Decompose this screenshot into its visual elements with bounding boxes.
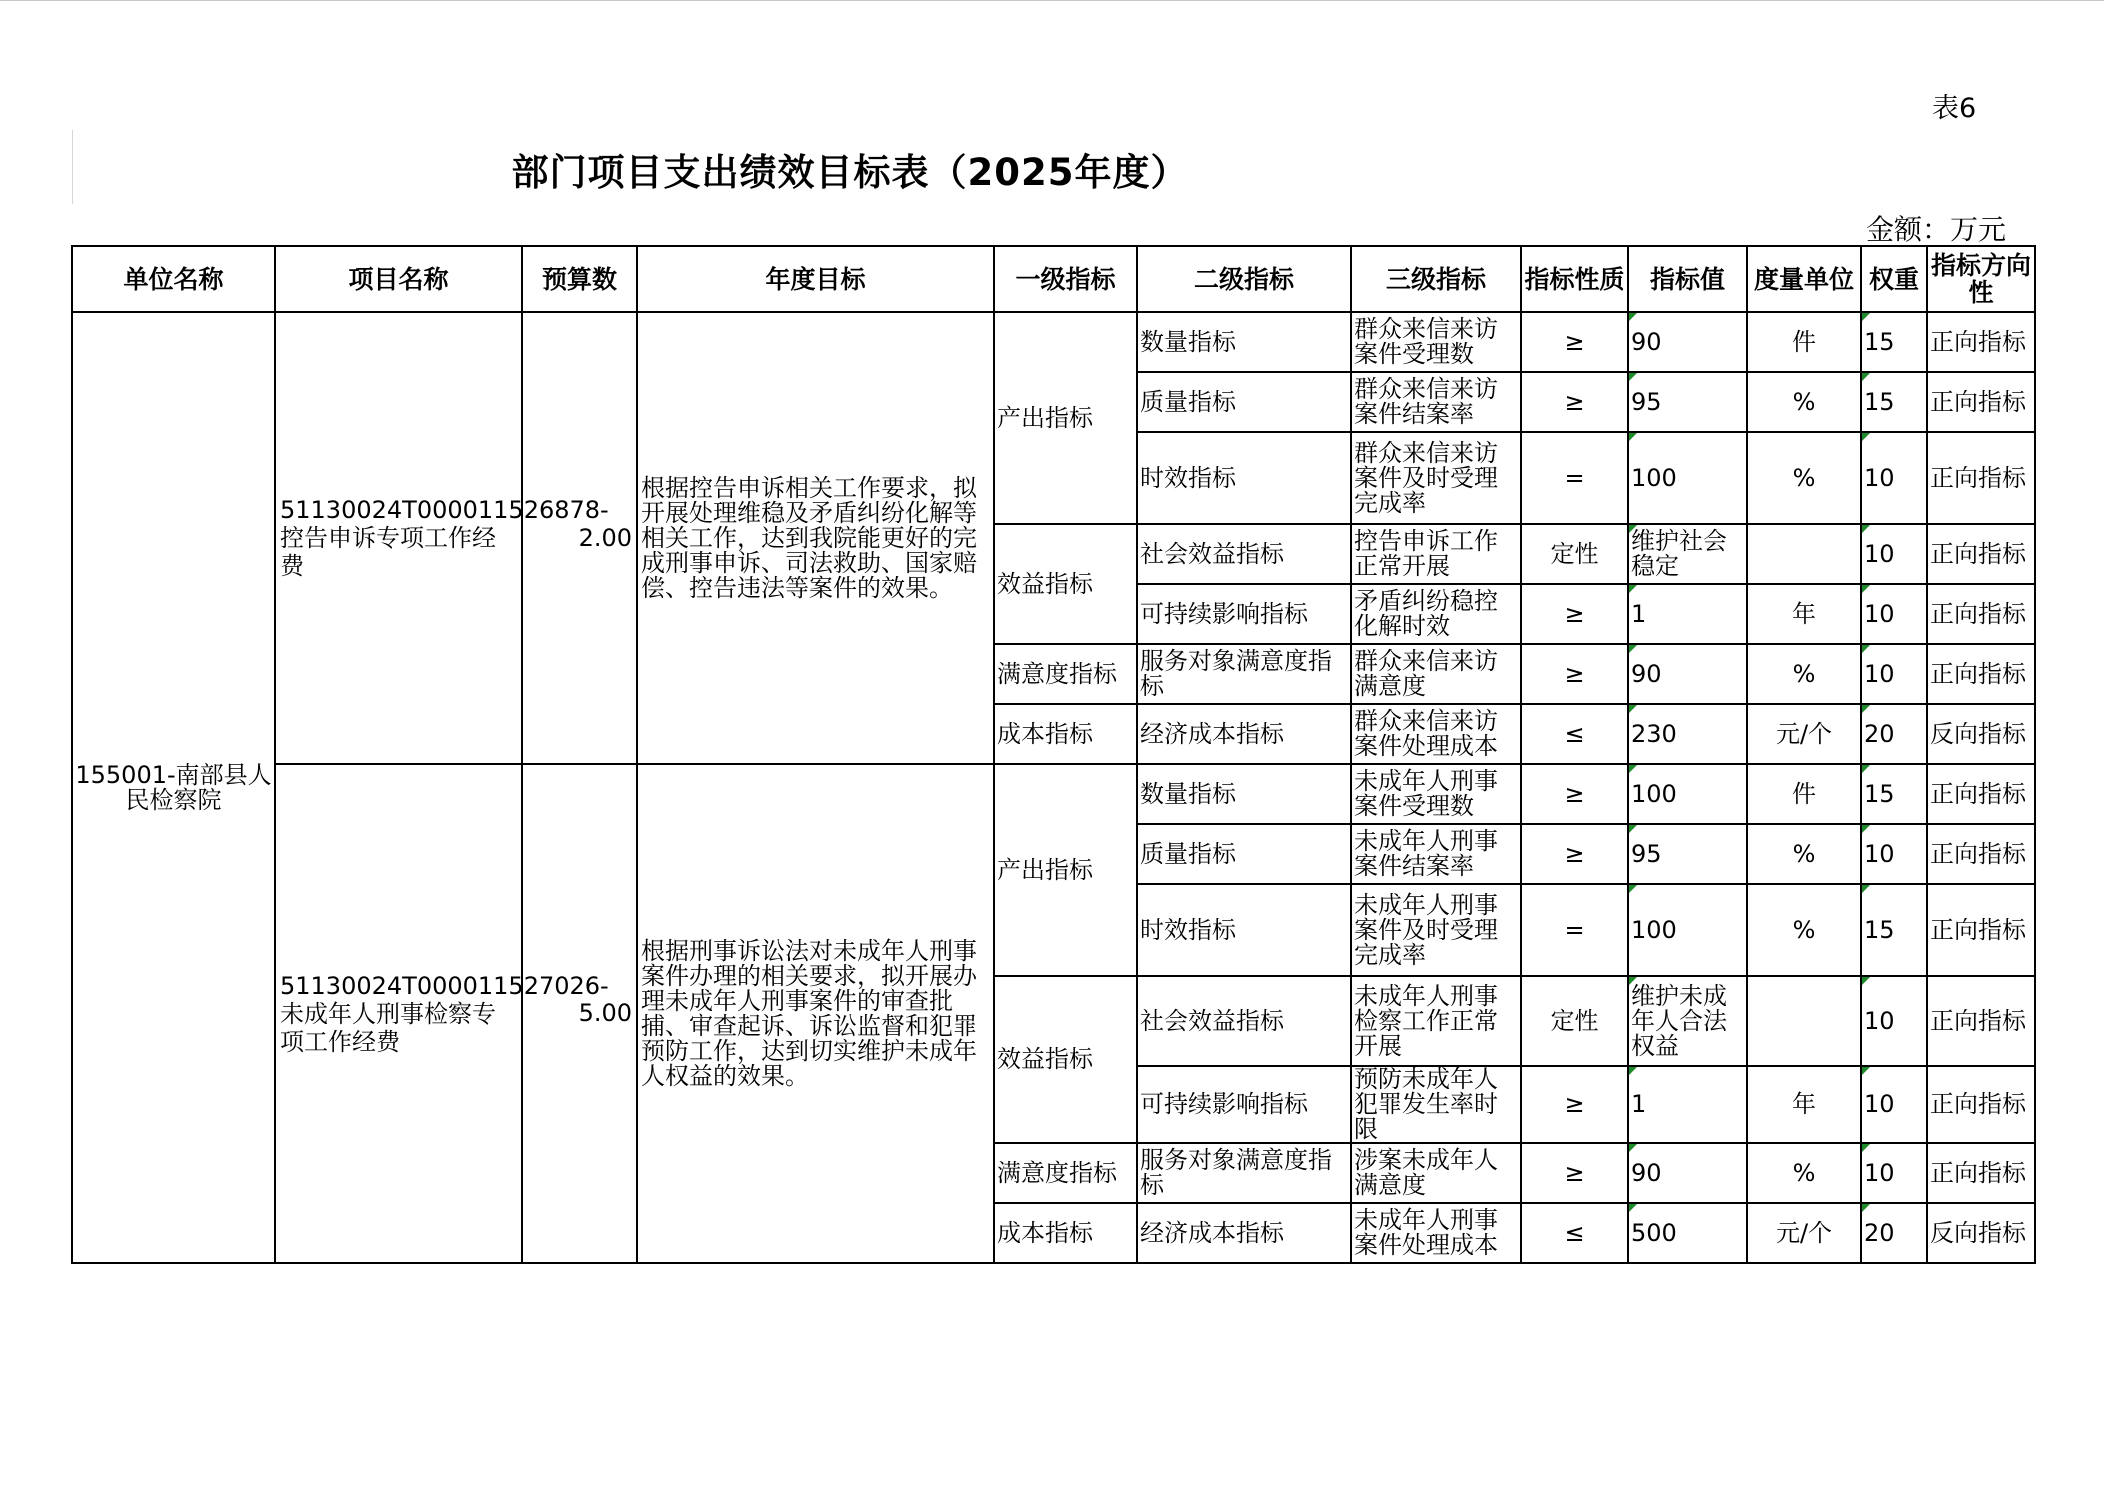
direction-cell: 正向指标 (1927, 884, 2035, 976)
nature-cell: ≥ (1521, 824, 1628, 884)
value-cell: 95 (1628, 824, 1747, 884)
weight-cell: 10 (1861, 976, 1927, 1066)
direction-cell: 正向指标 (1927, 764, 2035, 824)
page-top-border (0, 0, 2104, 1)
level3-cell: 未成年人刑事检察工作正常开展 (1351, 976, 1521, 1066)
amount-unit: 金额：万元 (1866, 213, 2007, 246)
value-cell: 100 (1628, 884, 1747, 976)
project-name-cell: 51130024T000011527026-未成年人刑事检察专项工作经费 (275, 764, 522, 1263)
level3-cell: 群众来信来访满意度 (1351, 644, 1521, 704)
level3-cell: 控告申诉工作正常开展 (1351, 524, 1521, 584)
level3-cell: 未成年人刑事案件及时受理完成率 (1351, 884, 1521, 976)
level2-cell: 社会效益指标 (1137, 524, 1351, 584)
direction-cell: 正向指标 (1927, 584, 2035, 644)
level3-cell: 未成年人刑事案件结案率 (1351, 824, 1521, 884)
value-cell: 维护社会稳定 (1628, 524, 1747, 584)
level1-cell: 产出指标 (994, 312, 1137, 524)
weight-cell: 15 (1861, 372, 1927, 432)
col-budget: 预算数 (522, 246, 637, 312)
weight-cell: 10 (1861, 584, 1927, 644)
nature-cell: = (1521, 432, 1628, 524)
value-cell: 230 (1628, 704, 1747, 764)
measure-unit-cell (1747, 976, 1861, 1066)
weight-cell: 10 (1861, 644, 1927, 704)
level2-cell: 质量指标 (1137, 824, 1351, 884)
col-level3: 三级指标 (1351, 246, 1521, 312)
table-header-row (72, 246, 2035, 312)
level2-cell: 经济成本指标 (1137, 1203, 1351, 1263)
value-cell: 90 (1628, 312, 1747, 372)
weight-cell: 10 (1861, 524, 1927, 584)
nature-cell: 定性 (1521, 524, 1628, 584)
weight-cell: 15 (1861, 312, 1927, 372)
direction-cell: 正向指标 (1927, 976, 2035, 1066)
nature-cell: ≥ (1521, 312, 1628, 372)
col-value: 指标值 (1628, 246, 1747, 312)
value-cell: 维护未成年人合法权益 (1628, 976, 1747, 1066)
level1-cell: 效益指标 (994, 524, 1137, 644)
level1-cell: 效益指标 (994, 976, 1137, 1143)
measure-unit-cell: % (1747, 372, 1861, 432)
direction-cell: 正向指标 (1927, 524, 2035, 584)
level3-cell: 未成年人刑事案件处理成本 (1351, 1203, 1521, 1263)
level1-cell: 成本指标 (994, 704, 1137, 764)
col-unit-name: 单位名称 (72, 246, 275, 312)
col-measure-unit: 度量单位 (1747, 246, 1861, 312)
nature-cell: ≥ (1521, 764, 1628, 824)
weight-cell: 10 (1861, 432, 1927, 524)
level2-cell: 数量指标 (1137, 312, 1351, 372)
level2-cell: 服务对象满意度指标 (1137, 1143, 1351, 1203)
nature-cell: ≥ (1521, 1066, 1628, 1143)
value-cell: 1 (1628, 584, 1747, 644)
nature-cell: ≥ (1521, 644, 1628, 704)
nature-cell: 定性 (1521, 976, 1628, 1066)
measure-unit-cell: 年 (1747, 584, 1861, 644)
level3-cell: 群众来信来访案件结案率 (1351, 372, 1521, 432)
direction-cell: 正向指标 (1927, 644, 2035, 704)
value-cell: 95 (1628, 372, 1747, 432)
budget-cell: 5.00 (522, 764, 637, 1263)
value-cell: 90 (1628, 644, 1747, 704)
table-row (72, 312, 2035, 372)
measure-unit-cell: 元/个 (1747, 704, 1861, 764)
value-cell: 1 (1628, 1066, 1747, 1143)
nature-cell: ≤ (1521, 704, 1628, 764)
annual-goal-cell: 根据刑事诉讼法对未成年人刑事案件办理的相关要求，拟开展办理未成年人刑事案件的审查批捕、审查起诉、诉讼监督和犯罪预防工作，达到切实维护未成年人权益的效果。 (637, 764, 994, 1263)
unit-name-cell: 155001-南部县人民检察院 (72, 312, 275, 1263)
col-nature: 指标性质 (1521, 246, 1628, 312)
weight-cell: 15 (1861, 764, 1927, 824)
value-cell: 90 (1628, 1143, 1747, 1203)
direction-cell: 正向指标 (1927, 372, 2035, 432)
measure-unit-cell: % (1747, 884, 1861, 976)
weight-cell: 20 (1861, 1203, 1927, 1263)
direction-cell: 反向指标 (1927, 704, 2035, 764)
level2-cell: 可持续影响指标 (1137, 1066, 1351, 1143)
level1-cell: 成本指标 (994, 1203, 1137, 1263)
level2-cell: 社会效益指标 (1137, 976, 1351, 1066)
annual-goal-cell: 根据控告申诉相关工作要求，拟开展处理维稳及矛盾纠纷化解等相关工作，达到我院能更好的完成刑事申诉、司法救助、国家赔偿、控告违法等案件的效果。 (637, 312, 994, 764)
col-direction: 指标方向性 (1927, 246, 2035, 312)
level2-cell: 质量指标 (1137, 372, 1351, 432)
project-name-cell: 51130024T000011526878-控告申诉专项工作经费 (275, 312, 522, 764)
value-cell: 500 (1628, 1203, 1747, 1263)
nature-cell: ≥ (1521, 372, 1628, 432)
nature-cell: ≤ (1521, 1203, 1628, 1263)
weight-cell: 20 (1861, 704, 1927, 764)
level3-cell: 群众来信来访案件及时受理完成率 (1351, 432, 1521, 524)
level2-cell: 时效指标 (1137, 884, 1351, 976)
value-cell: 100 (1628, 764, 1747, 824)
measure-unit-cell: % (1747, 432, 1861, 524)
measure-unit-cell: % (1747, 824, 1861, 884)
weight-cell: 10 (1861, 1143, 1927, 1203)
direction-cell: 正向指标 (1927, 824, 2035, 884)
measure-unit-cell: 元/个 (1747, 1203, 1861, 1263)
value-cell: 100 (1628, 432, 1747, 524)
level1-cell: 满意度指标 (994, 1143, 1137, 1203)
col-level2: 二级指标 (1137, 246, 1351, 312)
nature-cell: = (1521, 884, 1628, 976)
measure-unit-cell: 件 (1747, 764, 1861, 824)
level2-cell: 经济成本指标 (1137, 704, 1351, 764)
nature-cell: ≥ (1521, 1143, 1628, 1203)
col-level1: 一级指标 (994, 246, 1137, 312)
measure-unit-cell: 年 (1747, 1066, 1861, 1143)
direction-cell: 反向指标 (1927, 1203, 2035, 1263)
level3-cell: 未成年人刑事案件受理数 (1351, 764, 1521, 824)
col-project-name: 项目名称 (275, 246, 522, 312)
weight-cell: 10 (1861, 1066, 1927, 1143)
col-annual-goal: 年度目标 (637, 246, 994, 312)
level1-cell: 满意度指标 (994, 644, 1137, 704)
budget-cell: 2.00 (522, 312, 637, 764)
page-title: 部门项目支出绩效目标表（2025年度） (511, 151, 1189, 194)
level3-cell: 矛盾纠纷稳控化解时效 (1351, 584, 1521, 644)
level1-cell: 产出指标 (994, 764, 1137, 976)
col-weight: 权重 (1861, 246, 1927, 312)
level3-cell: 群众来信来访案件受理数 (1351, 312, 1521, 372)
weight-cell: 10 (1861, 824, 1927, 884)
direction-cell: 正向指标 (1927, 312, 2035, 372)
table-number: 表6 (1932, 93, 1977, 124)
level3-cell: 涉案未成年人满意度 (1351, 1143, 1521, 1203)
level2-cell: 可持续影响指标 (1137, 584, 1351, 644)
direction-cell: 正向指标 (1927, 432, 2035, 524)
measure-unit-cell: % (1747, 644, 1861, 704)
direction-cell: 正向指标 (1927, 1143, 2035, 1203)
measure-unit-cell: 件 (1747, 312, 1861, 372)
performance-target-table (71, 245, 2036, 1264)
level2-cell: 时效指标 (1137, 432, 1351, 524)
measure-unit-cell (1747, 524, 1861, 584)
measure-unit-cell: % (1747, 1143, 1861, 1203)
level2-cell: 服务对象满意度指标 (1137, 644, 1351, 704)
level2-cell: 数量指标 (1137, 764, 1351, 824)
direction-cell: 正向指标 (1927, 1066, 2035, 1143)
weight-cell: 15 (1861, 884, 1927, 976)
table-row (72, 764, 2035, 824)
nature-cell: ≥ (1521, 584, 1628, 644)
level3-cell: 群众来信来访案件处理成本 (1351, 704, 1521, 764)
level3-cell: 预防未成年人犯罪发生率时限 (1351, 1066, 1521, 1143)
